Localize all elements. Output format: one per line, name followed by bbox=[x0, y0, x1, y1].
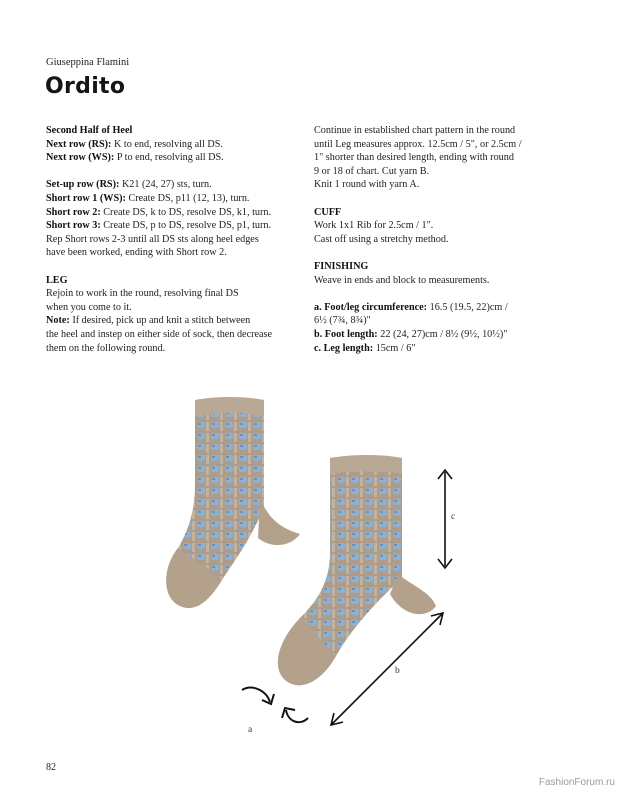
short-row-1: Short row 1 (WS): Create DS, p11 (12, 13), turn. bbox=[46, 192, 250, 204]
page-number: 82 bbox=[46, 762, 56, 773]
cuff-line-2: Cast off using a stretchy method. bbox=[314, 233, 449, 245]
page-title: Ordito bbox=[45, 74, 126, 99]
heel-heading: Second Half of Heel bbox=[46, 125, 133, 136]
watermark: FashionForum.ru bbox=[538, 777, 615, 788]
note-line-3: them on the following round. bbox=[46, 342, 166, 354]
rep-line-1: Rep Short rows 2-3 until all DS sts along heel edges bbox=[46, 233, 259, 245]
cont-line-2: until Leg measures approx. 12.5cm / 5", or 2.5cm / bbox=[314, 138, 522, 150]
dimension-a-label: a bbox=[248, 725, 253, 735]
setup-row: Set-up row (RS): K21 (24, 27) sts, turn. bbox=[46, 179, 212, 191]
cont-line-1: Continue in established chart pattern in the round bbox=[314, 125, 516, 136]
short-row-2: Short row 2: Create DS, k to DS, resolve DS, k1, turn. bbox=[46, 206, 272, 218]
cont-line-3: 1" shorter than desired length, ending with round bbox=[314, 152, 514, 164]
finishing-line-1: Weave in ends and block to measurements. bbox=[314, 274, 490, 286]
short-row-3: Short row 3: Create DS, p to DS, resolve DS, p1, turn. bbox=[46, 220, 272, 232]
cont-line-5: Knit 1 round with yarn A. bbox=[314, 179, 420, 191]
dimension-c-arrow bbox=[438, 470, 452, 568]
leg-line-2: when you come to it. bbox=[46, 301, 132, 313]
finishing-heading: FINISHING bbox=[314, 260, 369, 272]
leg-line-1: Rejoin to work in the round, resolving final DS bbox=[46, 288, 239, 300]
note-line-2: the heel and instep on either side of sock, then decrease bbox=[46, 328, 273, 340]
leg-heading: LEG bbox=[46, 274, 68, 286]
next-row-rs: Next row (RS): K to end, resolving all DS. bbox=[46, 138, 223, 150]
left-sock bbox=[166, 397, 300, 608]
measurement-a-imperial: 6½ (7¾, 8¾)" bbox=[314, 315, 371, 327]
right-sock-heel bbox=[390, 574, 436, 614]
right-column bbox=[314, 124, 582, 355]
dimension-c-label: c bbox=[451, 512, 456, 522]
dimension-b-label: b bbox=[395, 666, 400, 676]
sock-photo-diagram bbox=[140, 388, 480, 748]
measurement-c: c. Leg length: 15cm / 6" bbox=[314, 342, 416, 354]
note-line-1: Note: If desired, pick up and knit a stitch between bbox=[46, 315, 251, 327]
right-sock bbox=[278, 455, 436, 685]
author-name: Giuseppina Flamini bbox=[46, 57, 130, 68]
cont-line-4: 9 or 18 of chart. Cut yarn B. bbox=[314, 165, 430, 177]
left-column bbox=[46, 124, 308, 355]
left-sock-heel bbox=[258, 498, 300, 545]
measurement-a: a. Foot/leg circumference: 16.5 (19.5, 22)cm / bbox=[314, 301, 508, 313]
measurement-b: b. Foot length: 22 (24, 27)cm / 8½ (9½, 10½)" bbox=[314, 328, 508, 340]
rep-line-2: have been worked, ending with Short row 2. bbox=[46, 247, 227, 259]
dimension-a-arrows bbox=[242, 688, 308, 723]
cuff-heading: CUFF bbox=[314, 206, 342, 218]
cuff-line-1: Work 1x1 Rib for 2.5cm / 1". bbox=[314, 220, 434, 232]
next-row-ws: Next row (WS): P to end, resolving all DS. bbox=[46, 152, 224, 164]
